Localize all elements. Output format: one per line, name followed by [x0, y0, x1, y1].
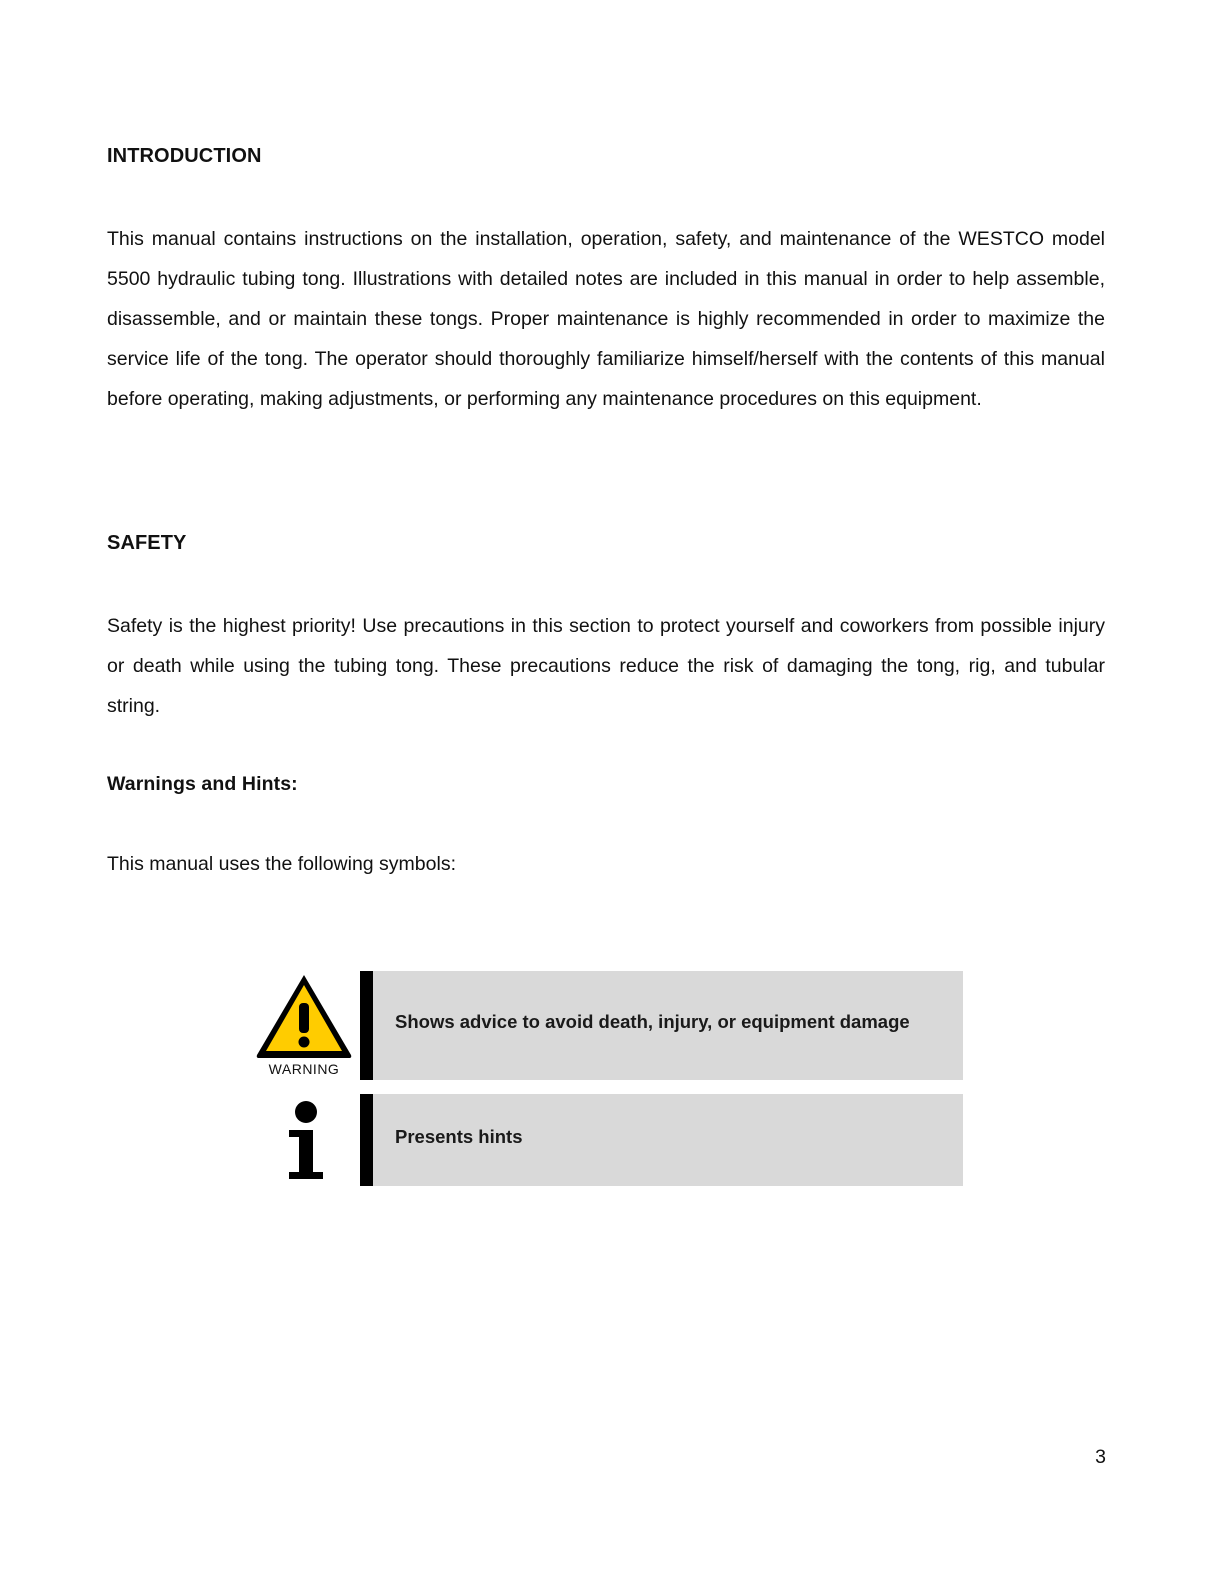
warning-symbol-row — [253, 971, 963, 1080]
hint-description-box — [360, 1094, 963, 1186]
page-number: 3 — [1095, 1446, 1106, 1468]
introduction-heading: INTRODUCTION — [107, 145, 262, 167]
symbols-intro-text: This manual uses the following symbols: — [107, 853, 456, 875]
warning-description-text: Shows advice to avoid death, injury, or equipment damage — [395, 1011, 910, 1032]
introduction-paragraph: This manual contains instructions on the installation, operation, safety, and maintenance of the WESTCO model 5500 hydraulic tubing tong. Illustrations with detailed notes are included in this manual in order to help assemble, disassemble, and or maintain these tongs. Proper maintenance is highly recommended in order to maximize the service life of the tong. The operator should thoroughly familiarize himself/herself with the contents of this manual before operating, making adjustments, or performing any maintenance procedures on this equipment. — [107, 228, 1105, 410]
info-icon — [253, 1094, 355, 1186]
safety-paragraph: Safety is the highest priority! Use precautions in this section to protect yourself and coworkers from possible injury or death while using the tubing tong. These precautions reduce the risk of damaging the tong, rig, and tubular string. — [107, 615, 1105, 717]
safety-heading: SAFETY — [107, 532, 187, 554]
warning-caption: WARNING — [268, 1061, 340, 1077]
hint-symbol-row — [253, 1094, 963, 1186]
warnings-hints-heading: Warnings and Hints: — [107, 773, 298, 795]
hint-description-text: Presents hints — [395, 1126, 523, 1147]
warning-description-box — [360, 971, 963, 1080]
warning-triangle-icon — [253, 971, 355, 1080]
